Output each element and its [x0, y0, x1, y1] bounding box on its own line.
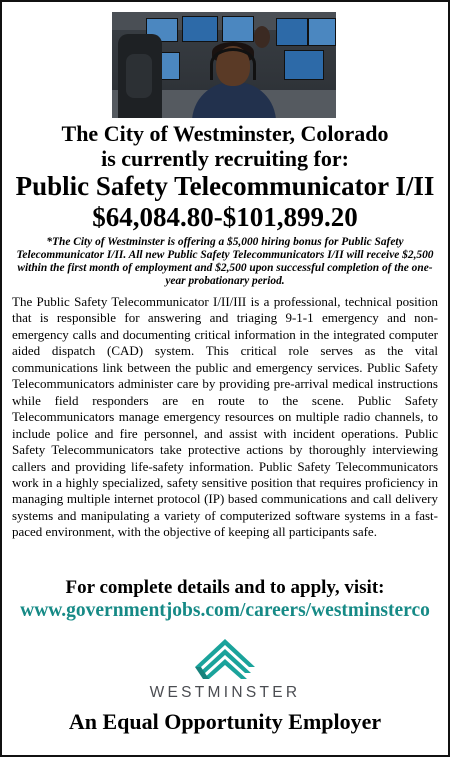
- monitor: [182, 16, 218, 42]
- dispatcher-photo: [112, 12, 336, 118]
- equal-opportunity-footer: An Equal Opportunity Employer: [68, 709, 382, 734]
- monitor: [276, 18, 308, 46]
- apply-link[interactable]: www.governmentjobs.com/careers/westminsterco: [20, 600, 430, 621]
- recruiting-heading: is currently recruiting for:: [101, 146, 349, 171]
- headset-icon: [210, 48, 256, 80]
- city-heading: The City of Westminster, Colorado: [61, 121, 389, 146]
- salary-range: $64,084.80-$101,899.20: [92, 202, 358, 232]
- dispatcher-person: [192, 42, 276, 118]
- bonus-note: *The City of Westminster is offering a $5,000 hiring bonus for Public Safety Telecommunicator I/II. All new Public Safety Telecommunicators I/II will receive $2,500 within the first month of employment and $2,500 upon successful completion of the one-year probationary period.: [16, 236, 434, 287]
- chair-back: [126, 54, 152, 98]
- westminster-logo-icon: [189, 629, 261, 685]
- brand-wordmark: WESTMINSTER: [149, 684, 301, 701]
- apply-cta: For complete details and to apply, visit:: [65, 577, 385, 598]
- monitor: [222, 16, 254, 42]
- monitor: [284, 50, 324, 80]
- position-title: Public Safety Telecommunicator I/II: [15, 171, 435, 201]
- monitor: [308, 18, 336, 46]
- job-description: The Public Safety Telecommunicator I/II/III is a professional, technical position that is responsible for answering and triaging 9-1-1 emergency and non-emergency calls and documenting critical information in the integrated computer aided dispatch (CAD) system. This critical role serves as the vital communications link between the public and emergency services. Public Safety Telecommunicators administer care by providing pre-arrival medical instructions while field responders are en route to the scene. Public Safety Telecommunicators manage emergency resources on multiple radio channels, to include police and fire personnel, and assist with incident operations. Public Safety Telecommunicators take protective actions by thoroughly interviewing callers and providing life-safety information. Public Safety Telecommunicators work in a highly specialized, safety sensitive position that requires proficiency in managing multiple internet protocol (IP) based communications and call delivery systems and manipulating a variety of computerized software systems in a fast-paced environment, with the objective of keeping all participants safe.: [12, 294, 438, 540]
- dispatcher-shirt: [192, 82, 276, 118]
